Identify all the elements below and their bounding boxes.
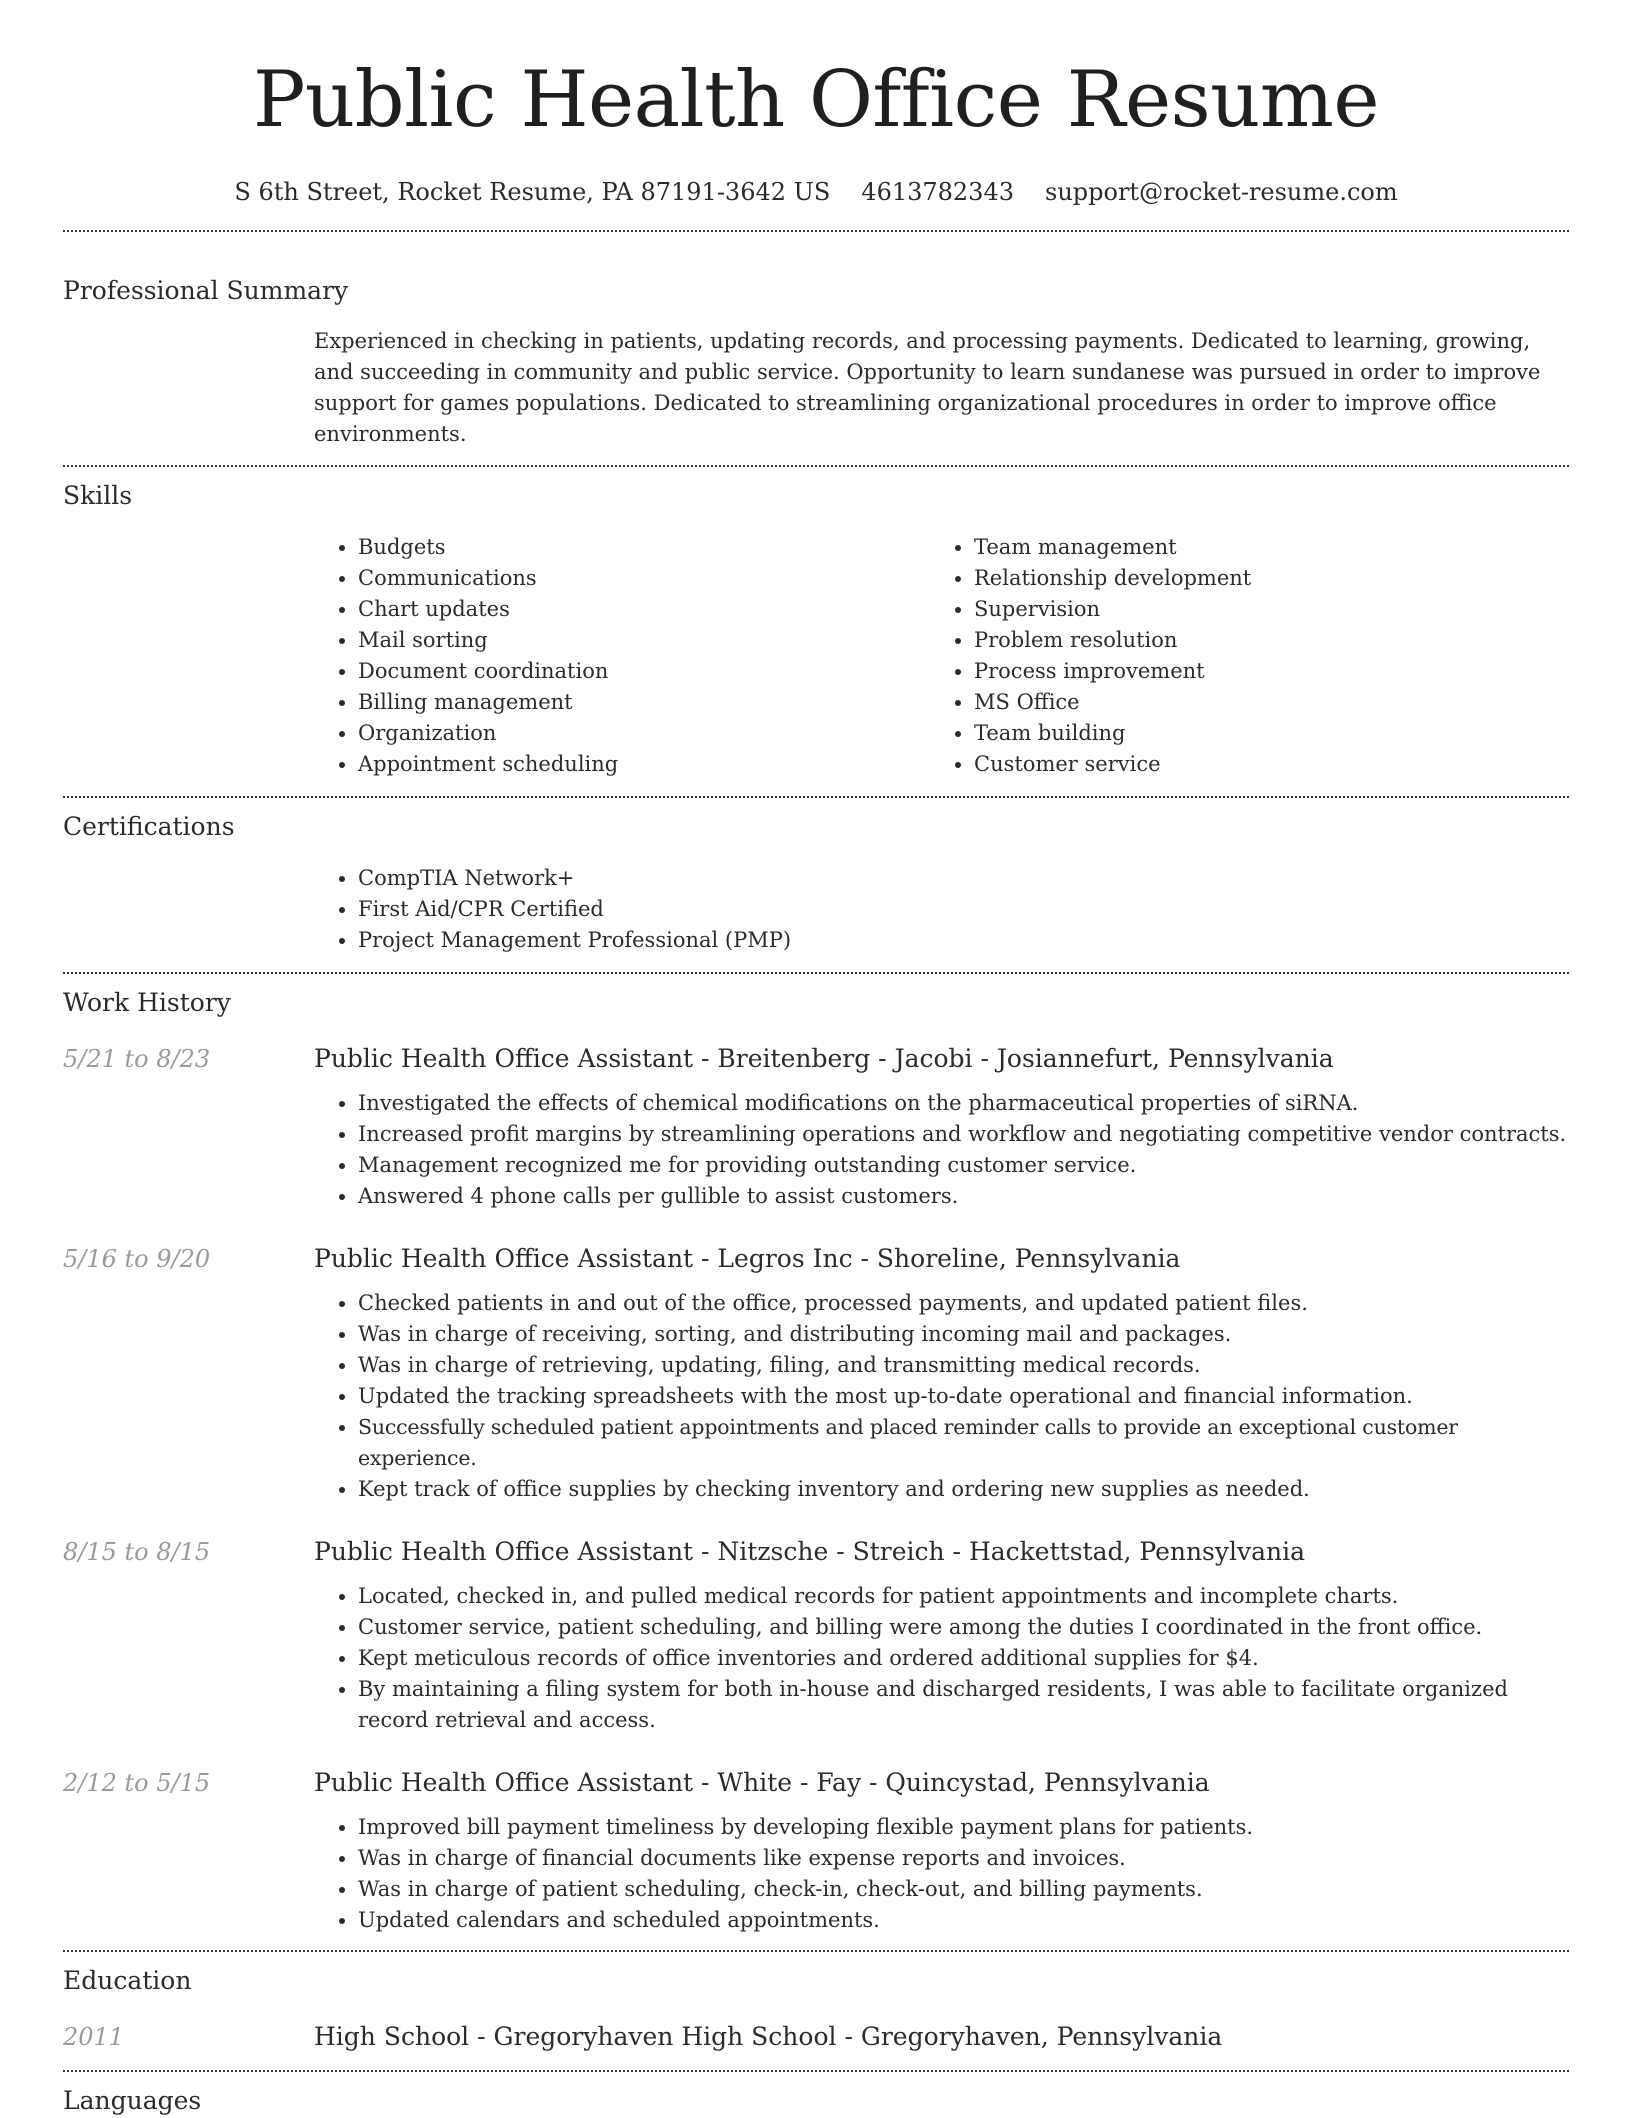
contact-phone: 4613782343 (861, 178, 1014, 206)
skill-item: • Team management (974, 532, 1546, 563)
skills-list (314, 532, 1569, 780)
skill-item: • Organization (358, 718, 930, 749)
job-title: Public Health Office Assistant - Legros Inc - Shoreline, Pennsylvania (314, 1244, 1181, 1273)
education-heading: Education (63, 1966, 192, 1995)
section-divider (63, 2070, 1569, 2072)
job-bullet: • Investigated the effects of chemical modifications on the pharmaceutical properties of siRNA. (358, 1088, 1569, 1119)
skill-item: • Billing management (358, 687, 930, 718)
work-history-heading: Work History (63, 988, 231, 1017)
resume-title: Public Health Office Resume (252, 55, 1380, 145)
job-bullet: • Kept track of office supplies by checking inventory and ordering new supplies as needed. (358, 1474, 1569, 1505)
job-title: Public Health Office Assistant - White - Fay - Quincystad, Pennsylvania (314, 1768, 1210, 1797)
skill-item: • Appointment scheduling (358, 749, 930, 780)
header-divider (63, 230, 1569, 232)
education-title: High School - Gregoryhaven High School - Gregoryhaven, Pennsylvania (314, 2022, 1223, 2051)
job-bullet: • Management recognized me for providing outstanding customer service. (358, 1150, 1569, 1181)
job-bullet: • Improved bill payment timeliness by developing flexible payment plans for patients. (358, 1812, 1569, 1843)
summary-text: Experienced in checking in patients, updating records, and processing payments. Dedicated to learning, growing, and succeeding in community and public service. Opportunity to learn sundanese was pursued in order to improve support for games populations. Dedicated to streamlining organizational procedures in order to improve office environments. (314, 329, 1541, 446)
job-entry (63, 1766, 1569, 1936)
certification-item: • Project Management Professional (PMP) (358, 925, 1569, 956)
summary-heading: Professional Summary (63, 276, 349, 305)
skills-column-left (314, 532, 930, 780)
certification-item: • First Aid/CPR Certified (358, 894, 1569, 925)
education-entry (63, 2020, 1569, 2054)
contact-email: support@rocket-resume.com (1045, 178, 1398, 206)
section-divider (63, 796, 1569, 798)
skill-item: • Problem resolution (974, 625, 1546, 656)
job-date: 5/16 to 9/20 (63, 1245, 211, 1273)
job-title: Public Health Office Assistant - Breitenberg - Jacobi - Josiannefurt, Pennsylvania (314, 1044, 1334, 1073)
job-bullet: • Was in charge of patient scheduling, check-in, check-out, and billing payments. (358, 1874, 1569, 1905)
skill-item: • Budgets (358, 532, 930, 563)
certification-item: • CompTIA Network+ (358, 863, 1569, 894)
certifications-heading: Certifications (63, 812, 235, 841)
job-title: Public Health Office Assistant - Nitzsche - Streich - Hackettstad, Pennsylvania (314, 1537, 1306, 1566)
section-divider (63, 972, 1569, 974)
skill-item: • Process improvement (974, 656, 1546, 687)
job-bullet: • Updated the tracking spreadsheets with the most up-to-date operational and financial information. (358, 1381, 1569, 1412)
skills-heading: Skills (63, 481, 133, 510)
skills-column-right (930, 532, 1546, 780)
job-date: 8/15 to 8/15 (63, 1538, 211, 1566)
section-divider (63, 465, 1569, 467)
languages-heading: Languages (63, 2086, 202, 2115)
job-bullet: • Checked patients in and out of the office, processed payments, and updated patient files. (358, 1288, 1569, 1319)
contact-address: S 6th Street, Rocket Resume, PA 87191-3642 US (234, 178, 831, 206)
skill-item: • Document coordination (358, 656, 930, 687)
skill-item: • Mail sorting (358, 625, 930, 656)
education-date: 2011 (63, 2023, 125, 2051)
job-bullet: • Answered 4 phone calls per gullible to assist customers. (358, 1181, 1569, 1212)
job-date: 2/12 to 5/15 (63, 1769, 211, 1797)
skill-item: • MS Office (974, 687, 1546, 718)
job-bullet: • Kept meticulous records of office inventories and ordered additional supplies for $4. (358, 1643, 1569, 1674)
skill-item: • Team building (974, 718, 1546, 749)
job-entry (63, 1042, 1569, 1212)
job-bullet: • Successfully scheduled patient appointments and placed reminder calls to provide an exceptional customer experience. (358, 1412, 1569, 1474)
job-bullet: • Was in charge of receiving, sorting, and distributing incoming mail and packages. (358, 1319, 1569, 1350)
contact-line (63, 174, 1569, 210)
job-bullet: • Customer service, patient scheduling, and billing were among the duties I coordinated in the front office. (358, 1612, 1569, 1643)
job-bullet: • Was in charge of retrieving, updating, filing, and transmitting medical records. (358, 1350, 1569, 1381)
job-bullet: • By maintaining a filing system for both in-house and discharged residents, I was able to facilitate organized record retrieval and access. (358, 1674, 1569, 1736)
skill-item: • Relationship development (974, 563, 1546, 594)
certifications-list (314, 863, 1569, 956)
job-date: 5/21 to 8/23 (63, 1045, 211, 1073)
skill-item: • Customer service (974, 749, 1546, 780)
summary-body (314, 326, 1569, 450)
skill-item: • Communications (358, 563, 930, 594)
job-bullet: • Was in charge of financial documents like expense reports and invoices. (358, 1843, 1569, 1874)
job-entry (63, 1242, 1569, 1505)
section-divider (63, 1950, 1569, 1952)
skill-item: • Chart updates (358, 594, 930, 625)
job-entry (63, 1535, 1569, 1736)
skill-item: • Supervision (974, 594, 1546, 625)
job-bullet: • Increased profit margins by streamlining operations and workflow and negotiating competitive vendor contracts. (358, 1119, 1569, 1150)
job-bullet: • Located, checked in, and pulled medical records for patient appointments and incomplete charts. (358, 1581, 1569, 1612)
job-bullet: • Updated calendars and scheduled appointments. (358, 1905, 1569, 1936)
